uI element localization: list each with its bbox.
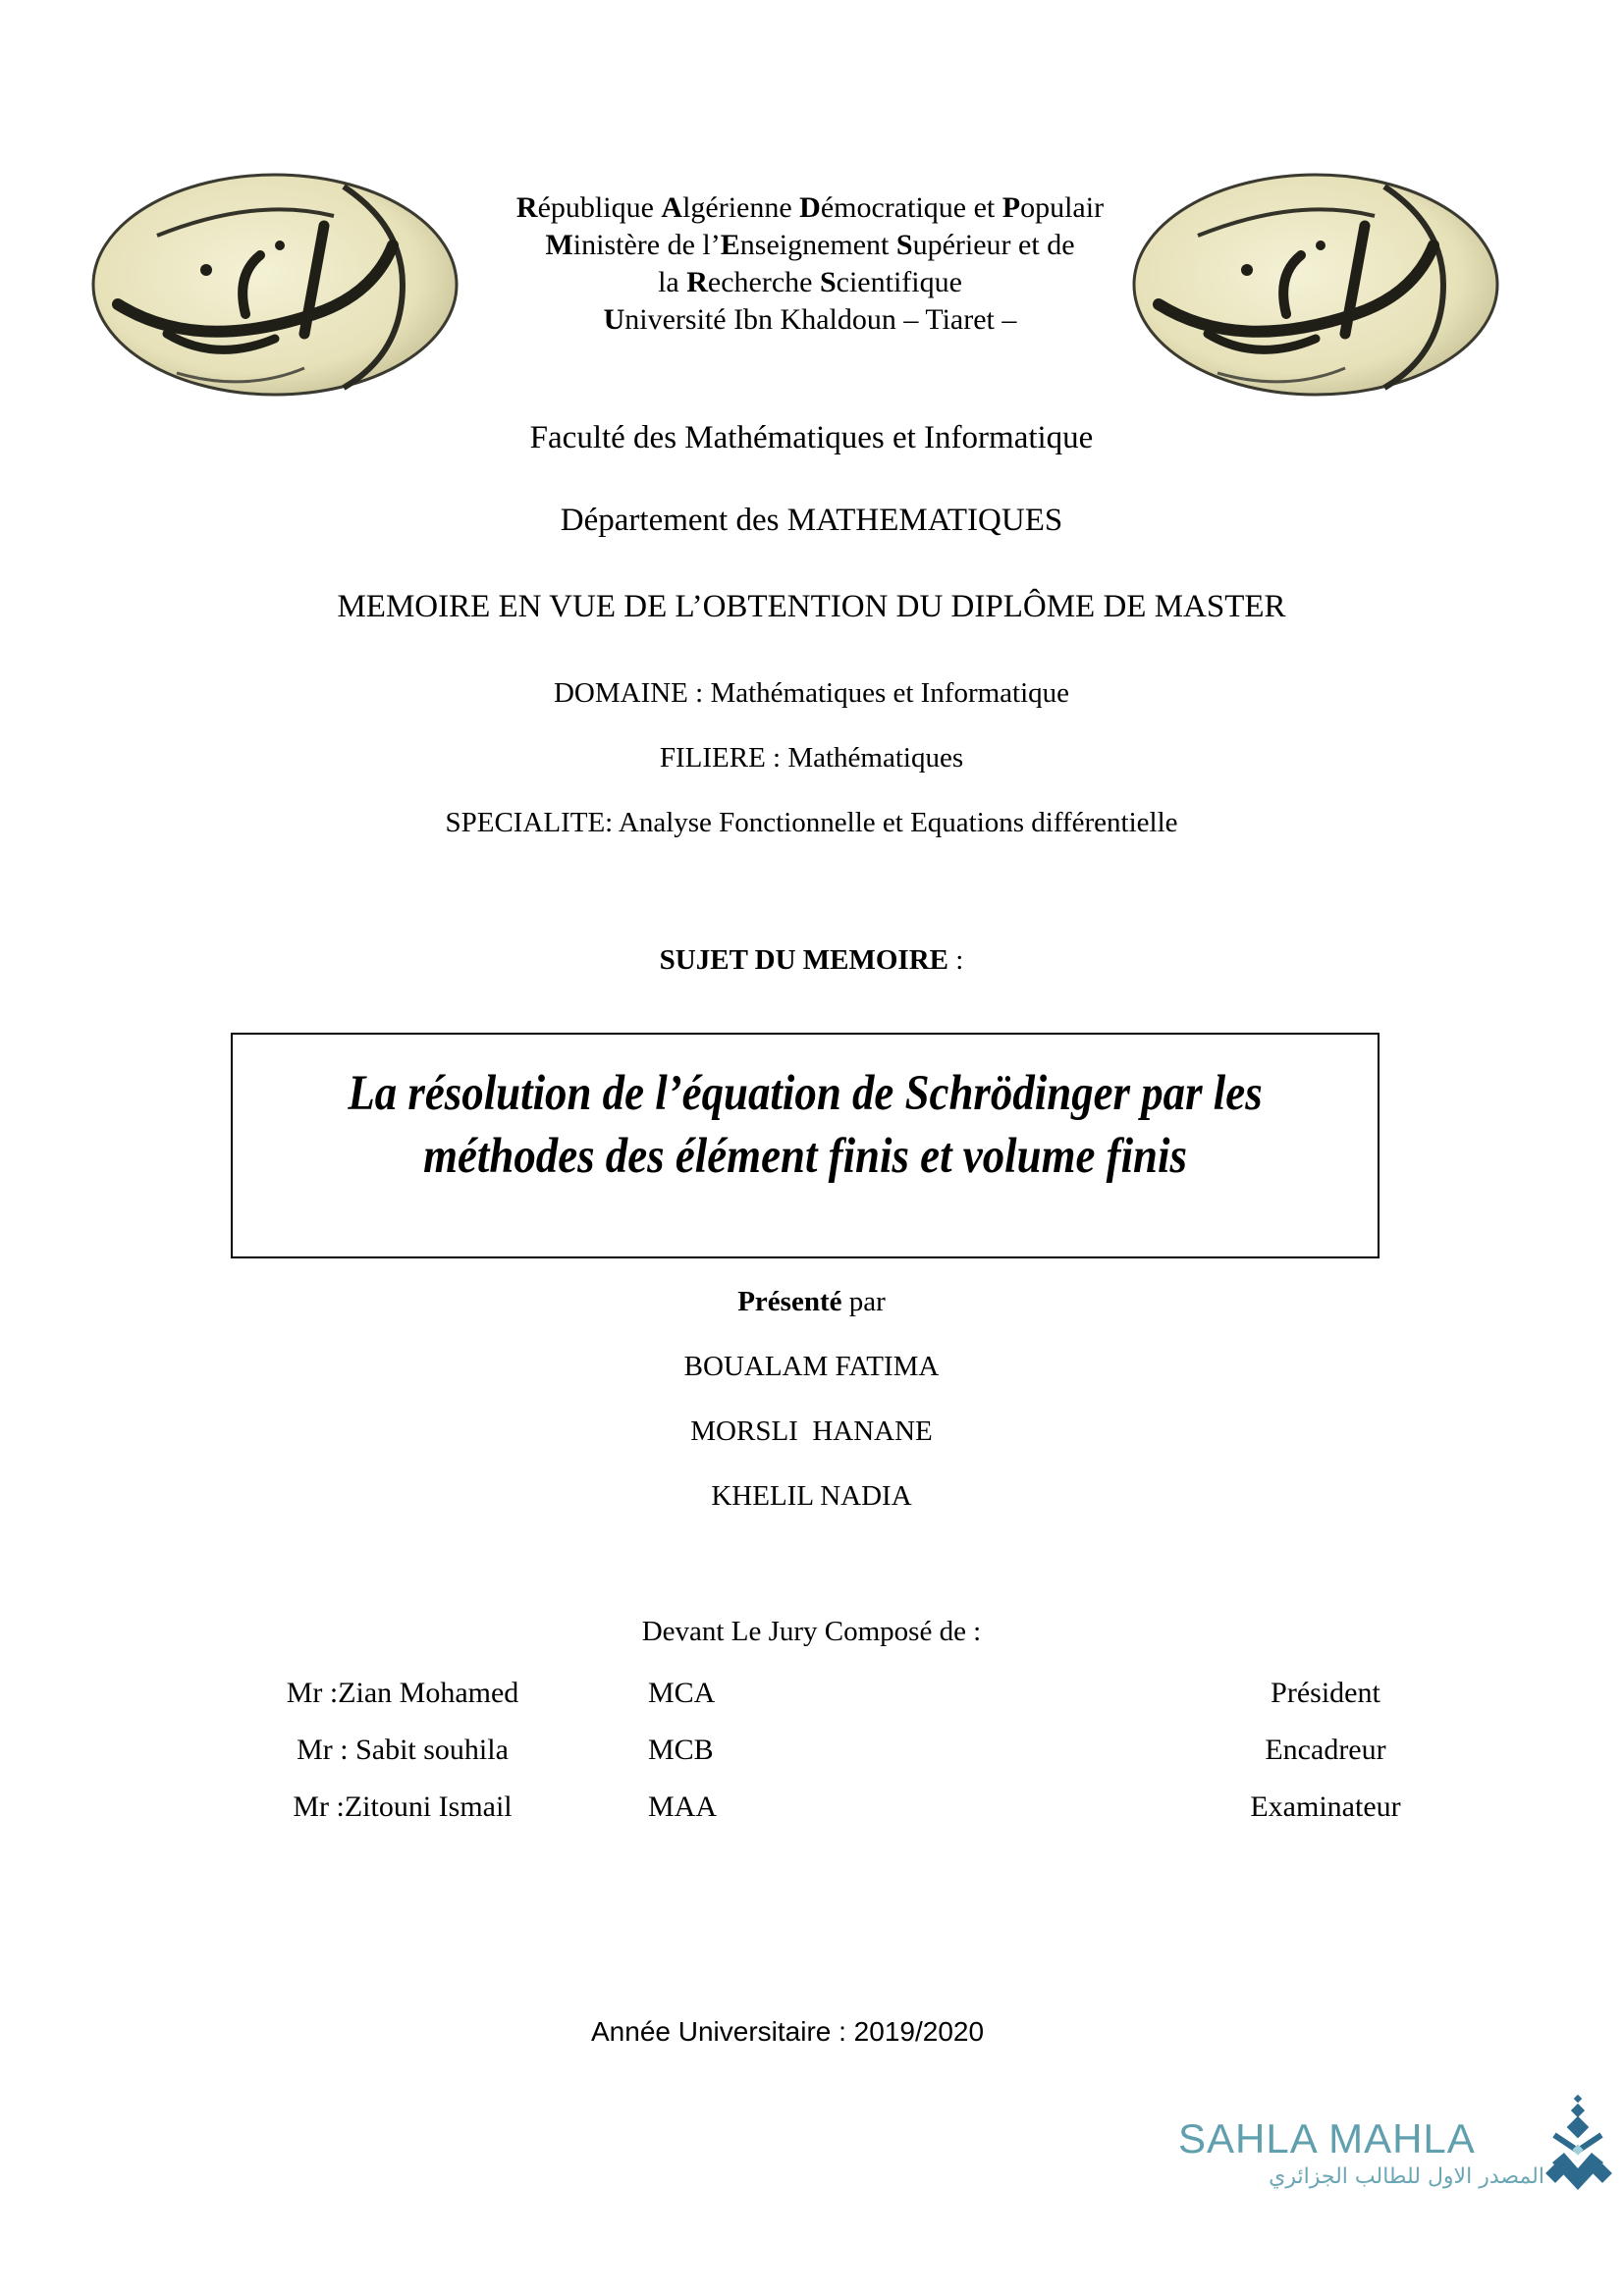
department-line: Département des MATHEMATIQUES — [560, 503, 1063, 538]
institution-header — [442, 189, 1178, 339]
jury-row: Mr : Sabit souhila MCB Encadreur — [297, 1734, 1386, 1766]
sahla-mahla-watermark — [1173, 2115, 1610, 2204]
filiere-line: FILIERE : Mathématiques — [659, 742, 964, 774]
author-3: KHELIL NADIA — [711, 1480, 912, 1512]
header-line-university: Université Ibn Khaldoun – Tiaret – — [603, 303, 1017, 336]
header-line-research: la Recherche Scientifique — [658, 266, 962, 298]
jury-row: Mr :Zitouni Ismail MAA Examinateur — [293, 1790, 1401, 1823]
jury-row: Mr :Zian Mohamed MCA Président — [286, 1677, 1380, 1709]
domaine-line: DOMAINE : Mathématiques et Informatique — [553, 677, 1070, 709]
academic-year: Année Universitaire : 2019/2020 — [591, 2016, 985, 2047]
author-2: MORSLI HANANE — [690, 1415, 933, 1447]
jury-heading: Devant Le Jury Composé de : — [641, 1616, 982, 1647]
presented-by: Présenté par — [737, 1286, 886, 1317]
university-logo-right — [1119, 167, 1512, 402]
specialite-line: SPECIALITE: Analyse Fonctionnelle et Equations différentielle — [445, 807, 1178, 838]
university-logo-left — [79, 167, 471, 402]
university-seal-icon — [1119, 167, 1512, 402]
thesis-title: La résolution de l’équation de Schrödinger par les méthodes des élément finis et volume finis — [348, 1066, 1263, 1184]
degree-line: MEMOIRE EN VUE DE L’OBTENTION DU DIPLÔME DE MASTER — [337, 589, 1286, 624]
watermark-tagline: المصدر الاول للطالب الجزائري — [1269, 2164, 1544, 2189]
thesis-title-box — [231, 1033, 1380, 1258]
sahla-mahla-logo-icon — [1544, 2094, 1613, 2202]
author-1: BOUALAM FATIMA — [683, 1351, 940, 1382]
header-line-ministry: Ministère de l’Enseignement Supérieur et de — [545, 229, 1075, 261]
faculty-line: Faculté des Mathématiques et Informatique — [529, 420, 1094, 455]
header-line-republic: République Algérienne Démocratique et Populair — [515, 191, 1105, 224]
subject-label: SUJET DU MEMOIRE : — [659, 944, 964, 976]
watermark-brand: SAHLA MAHLA — [1178, 2115, 1476, 2162]
university-seal-icon — [79, 167, 471, 402]
